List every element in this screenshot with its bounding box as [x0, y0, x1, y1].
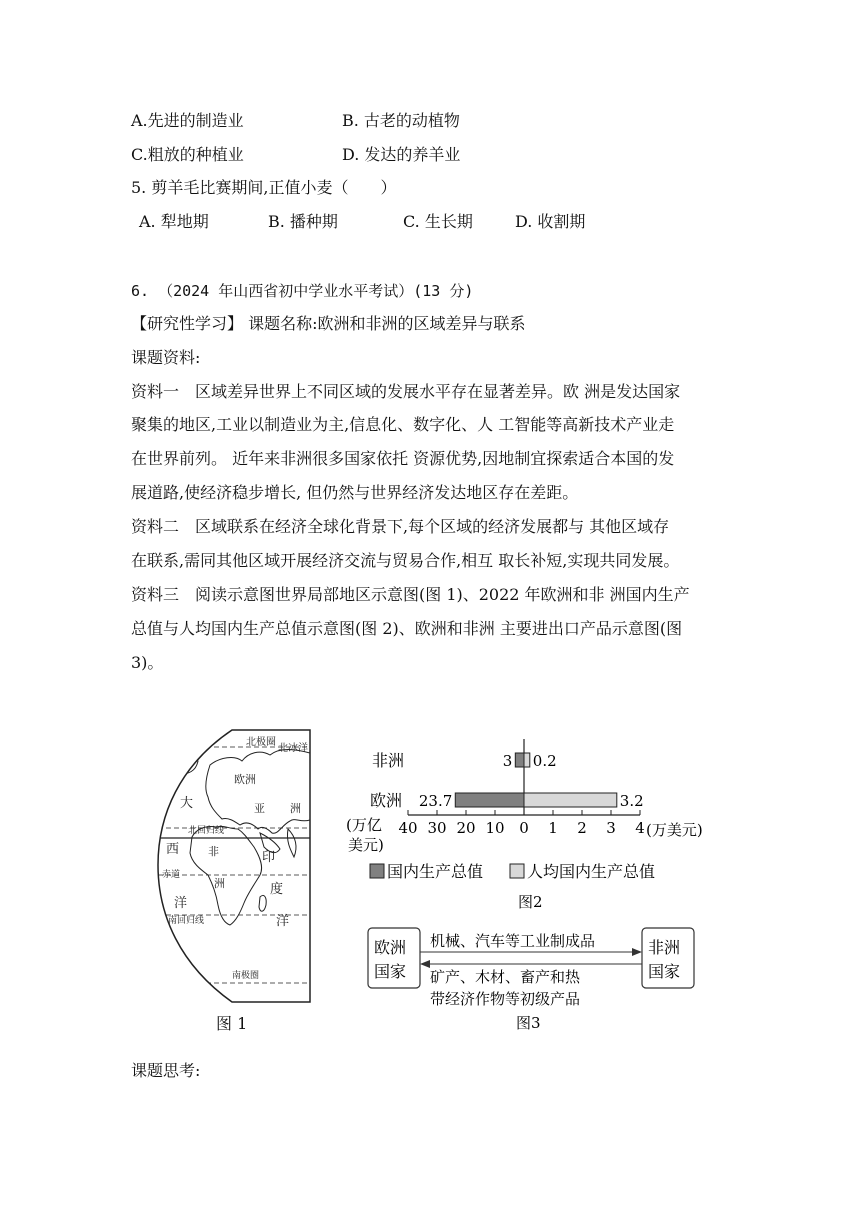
- legend-gdp: 国内生产总值: [387, 862, 484, 881]
- x-tick-label: 1: [548, 819, 558, 837]
- label-atlantic-xi: 西: [166, 842, 180, 857]
- africa-box-label: 国家: [648, 962, 681, 981]
- import-label: 带经济作物等初级产品: [430, 990, 581, 1008]
- left-axis-unit: 美元): [348, 836, 384, 854]
- label-tropic-capricorn: 南回归线: [168, 916, 205, 926]
- q5-option-c: C. 生长期: [403, 212, 473, 231]
- africa-box-label: 非洲: [648, 938, 681, 957]
- bar-africa-gdp: [515, 753, 524, 767]
- bar-europe-gdp: [455, 793, 524, 807]
- label-africa-1: 非: [208, 845, 219, 858]
- label-equator: 赤道: [162, 870, 181, 880]
- q6-header: 6. （2024 年山西省初中学业水平考试）(13 分): [131, 282, 474, 300]
- label-arctic-ocean: 北冰洋: [278, 743, 308, 754]
- figure-3-diagram: [360, 920, 710, 1040]
- materials-label: 课题资料:: [131, 348, 201, 367]
- x-tick-label: 30: [427, 819, 447, 837]
- x-tick-label: 3: [606, 819, 616, 837]
- bar-europe-per-capita: [524, 793, 617, 807]
- figure-2-caption: 图2: [518, 893, 543, 911]
- export-label: 机械、汽车等工业制成品: [430, 932, 596, 950]
- data-label-europe-gdp: 23.7: [418, 792, 453, 810]
- import-arrowhead: [420, 960, 430, 968]
- material-1-line: 资料一 区域差异世界上不同区域的发展水平存在显著差异。欧 洲是发达国家: [131, 382, 681, 401]
- label-africa-2: 洲: [214, 877, 225, 890]
- category-label: 非洲: [372, 751, 405, 770]
- label-asia-1: 亚: [254, 802, 265, 815]
- label-arctic-circle: 北极圈: [246, 737, 276, 748]
- material-3-line: 总值与人均国内生产总值示意图(图 2)、欧洲和非洲 主要进出口产品示意图(图: [131, 619, 683, 638]
- data-label-africa-gdp: 3: [502, 752, 513, 770]
- q4-option-c: C.粗放的种植业: [131, 145, 244, 164]
- label-tropic-cancer: 北回归线: [188, 826, 225, 836]
- data-label-europe-per-capita: 3.2: [619, 792, 644, 810]
- x-tick-label: 0: [519, 819, 529, 837]
- left-axis-unit: (万亿: [346, 816, 382, 834]
- x-tick-label: 10: [485, 819, 505, 837]
- figure-3-caption: 图3: [516, 1014, 541, 1032]
- label-antarctic-circle: 南极圈: [232, 971, 260, 981]
- figure-1-caption: 图 1: [216, 1014, 248, 1033]
- thinking-label: 课题思考:: [131, 1061, 201, 1080]
- q4-option-d: D. 发达的养羊业: [342, 145, 461, 164]
- material-2-line: 资料二 区域联系在经济全球化背景下,每个区域的经济发展都与 其他区域存: [131, 517, 670, 536]
- label-indian-du: 度: [270, 882, 284, 897]
- label-europe: 欧洲: [234, 773, 256, 786]
- export-arrowhead: [632, 948, 642, 956]
- legend-per-capita: 人均国内生产总值: [527, 862, 656, 881]
- category-label: 欧洲: [370, 791, 403, 810]
- right-axis-unit: (万美元): [646, 821, 703, 839]
- q5-option-d: D. 收割期: [515, 212, 586, 231]
- europe-box-label: 欧洲: [374, 938, 407, 957]
- x-tick-label: 20: [456, 819, 476, 837]
- figure-1-map: [150, 725, 330, 1035]
- q4-option-b: B. 古老的动植物: [342, 111, 460, 130]
- q4-option-a: A.先进的制造业: [131, 111, 244, 130]
- q5-option-a: A. 犁地期: [139, 212, 209, 231]
- material-2-line: 在联系,需同其他区域开展经济交流与贸易合作,相互 取长补短,实现共同发展。: [131, 551, 680, 570]
- material-1-line: 展道路,使经济稳步增长, 但仍然与世界经济发达地区存在差距。: [131, 483, 579, 502]
- figure-2-chart: [340, 735, 740, 915]
- material-3-line: 3)。: [131, 653, 164, 672]
- material-3-line: 资料三 阅读示意图世界局部地区示意图(图 1)、2022 年欧洲和非 洲国内生产: [131, 585, 690, 604]
- label-indian-yin: 印: [262, 850, 276, 865]
- label-atlantic-da: 大: [180, 796, 194, 811]
- q5-option-b: B. 播种期: [268, 212, 338, 231]
- q5-stem: 5. 剪羊毛比赛期间,正值小麦（ ）: [131, 178, 397, 197]
- q6-topic: 【研究性学习】 课题名称:欧洲和非洲的区域差异与联系: [131, 314, 526, 333]
- x-tick-label: 40: [398, 819, 418, 837]
- x-tick-label: 4: [635, 819, 645, 837]
- europe-box-label: 国家: [374, 962, 407, 981]
- import-label: 矿产、木材、畜产和热: [430, 968, 581, 986]
- material-1-line: 在世界前列。 近年来非洲很多国家依托 资源优势,因地制宜探索适合本国的发: [131, 449, 675, 468]
- label-atlantic-yang: 洋: [174, 896, 188, 911]
- legend-swatch-gdp: [370, 864, 384, 878]
- data-label-africa-per-capita: 0.2: [532, 752, 557, 770]
- legend-swatch-per-capita: [510, 864, 524, 878]
- label-asia-2: 洲: [290, 802, 301, 815]
- bar-africa-per-capita: [524, 753, 530, 767]
- label-indian-yang: 洋: [276, 914, 290, 929]
- material-1-line: 聚集的地区,工业以制造业为主,信息化、数字化、人 工智能等高新技术产业走: [131, 415, 675, 434]
- x-tick-label: 2: [577, 819, 587, 837]
